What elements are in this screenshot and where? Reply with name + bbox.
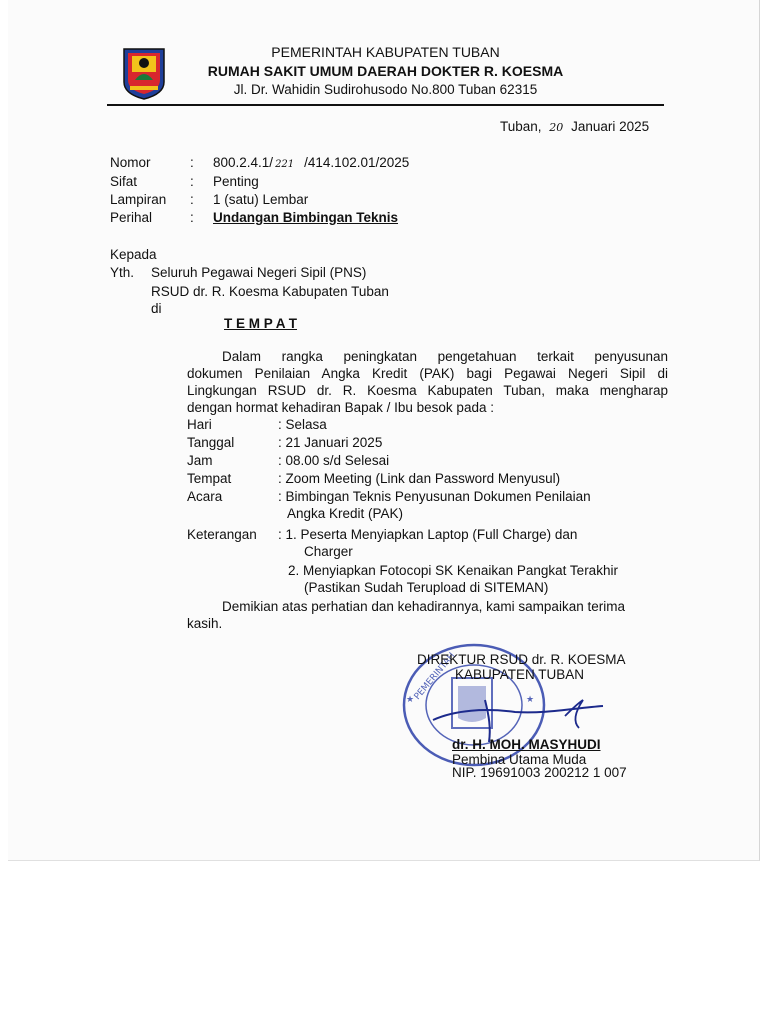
date-month-year: Januari 2025 [571, 119, 650, 134]
keterangan-item-1-cont: Charger [304, 544, 353, 559]
addressee-line-3: di [151, 301, 162, 316]
addressee-line-2: RSUD dr. R. Koesma Kabupaten Tuban [151, 284, 389, 299]
signatory-title-2: KABUPATEN TUBAN [455, 667, 585, 682]
hari-value: : Selasa [278, 417, 327, 432]
lampiran-value: 1 (satu) Lembar [213, 192, 309, 207]
letterhead-divider [107, 104, 664, 106]
addressee-line-1: Seluruh Pegawai Negeri Sipil (PNS) [151, 265, 367, 280]
perihal-colon: : [190, 210, 194, 225]
closing-line-2: kasih. [187, 616, 223, 631]
tanggal-label: Tanggal [187, 435, 235, 450]
perihal-value: Undangan Bimbingan Teknis [213, 210, 399, 225]
sifat-colon: : [190, 174, 194, 189]
lampiran-colon: : [190, 192, 194, 207]
acara-value: : Bimbingan Teknis Penyusunan Dokumen Penilaian [278, 489, 591, 504]
nomor-value: 800.2.4.1/ 221 /414.102.01/2025 [213, 155, 410, 170]
letterhead-address: Jl. Dr. Wahidin Sudirohusodo No.800 Tuban 62315 [233, 82, 538, 97]
tempat-heading: T E M P A T [224, 316, 298, 331]
para-line-3: Lingkungan RSUD dr. R. Koesma Kabupaten Tuban, maka mengharap [187, 383, 668, 398]
tempat-value: : Zoom Meeting (Link dan Password Menyusul) [278, 471, 561, 486]
svg-text:PEMERINTAH: PEMERINTAH [412, 651, 458, 702]
tanggal-value: : 21 Januari 2025 [278, 435, 383, 450]
signatory-rank: Pembina Utama Muda [452, 752, 587, 767]
lampiran-label: Lampiran [110, 192, 167, 207]
para-line-4: dengan hormat kehadiran Bapak / Ibu besok pada : [187, 400, 494, 415]
date-city: Tuban, [500, 119, 542, 134]
nomor-handwritten: 221 [275, 159, 295, 170]
date-handwritten-day: 20 [549, 121, 564, 134]
jam-label: Jam [187, 453, 213, 468]
hari-label: Hari [187, 417, 212, 432]
para-line-1: Dalam rangka peningkatan pengetahuan terkait penyusunan [222, 349, 668, 364]
nomor-label: Nomor [110, 155, 151, 170]
acara-value-cont: Angka Kredit (PAK) [287, 506, 404, 521]
date-line [500, 119, 649, 136]
signatory-title-1: DIREKTUR RSUD dr. R. KOESMA [417, 652, 626, 667]
yth-label: Yth. [110, 265, 135, 280]
jam-value: : 08.00 s/d Selesai [278, 453, 390, 468]
closing-line-1: Demikian atas perhatian dan kehadirannya, kami sampaikan terima [222, 599, 625, 614]
tempat-label: Tempat [187, 471, 232, 486]
svg-text:★: ★ [406, 695, 415, 705]
nomor-colon: : [190, 155, 194, 170]
perihal-label: Perihal [110, 210, 153, 225]
sifat-label: Sifat [110, 174, 138, 189]
para-line-2: dokumen Penilaian Angka Kredit (PAK) bagi Pegawai Negeri Sipil di [187, 366, 668, 381]
signatory-nip: NIP. 19691003 200212 1 007 [452, 765, 627, 780]
signatory-name: dr. H. MOH. MASYHUDI [452, 737, 601, 752]
keterangan-item-2-cont: (Pastikan Sudah Terupload di SITEMAN) [304, 580, 549, 595]
keterangan-item-1: : 1. Peserta Menyiapkan Laptop (Full Charge) dan [278, 527, 578, 542]
letterhead-line-2: RUMAH SAKIT UMUM DAERAH DOKTER R. KOESMA [207, 63, 564, 79]
keterangan-item-2: 2. Menyiapkan Fotocopi SK Kenaikan Pangkat Terakhir [288, 563, 618, 578]
letterhead-line-1: PEMERINTAH KABUPATEN TUBAN [271, 44, 500, 60]
kepada-label: Kepada [110, 247, 157, 262]
svg-text:★: ★ [526, 695, 535, 705]
acara-label: Acara [187, 489, 223, 504]
keterangan-label: Keterangan [187, 527, 257, 542]
sifat-value: Penting [213, 174, 259, 189]
